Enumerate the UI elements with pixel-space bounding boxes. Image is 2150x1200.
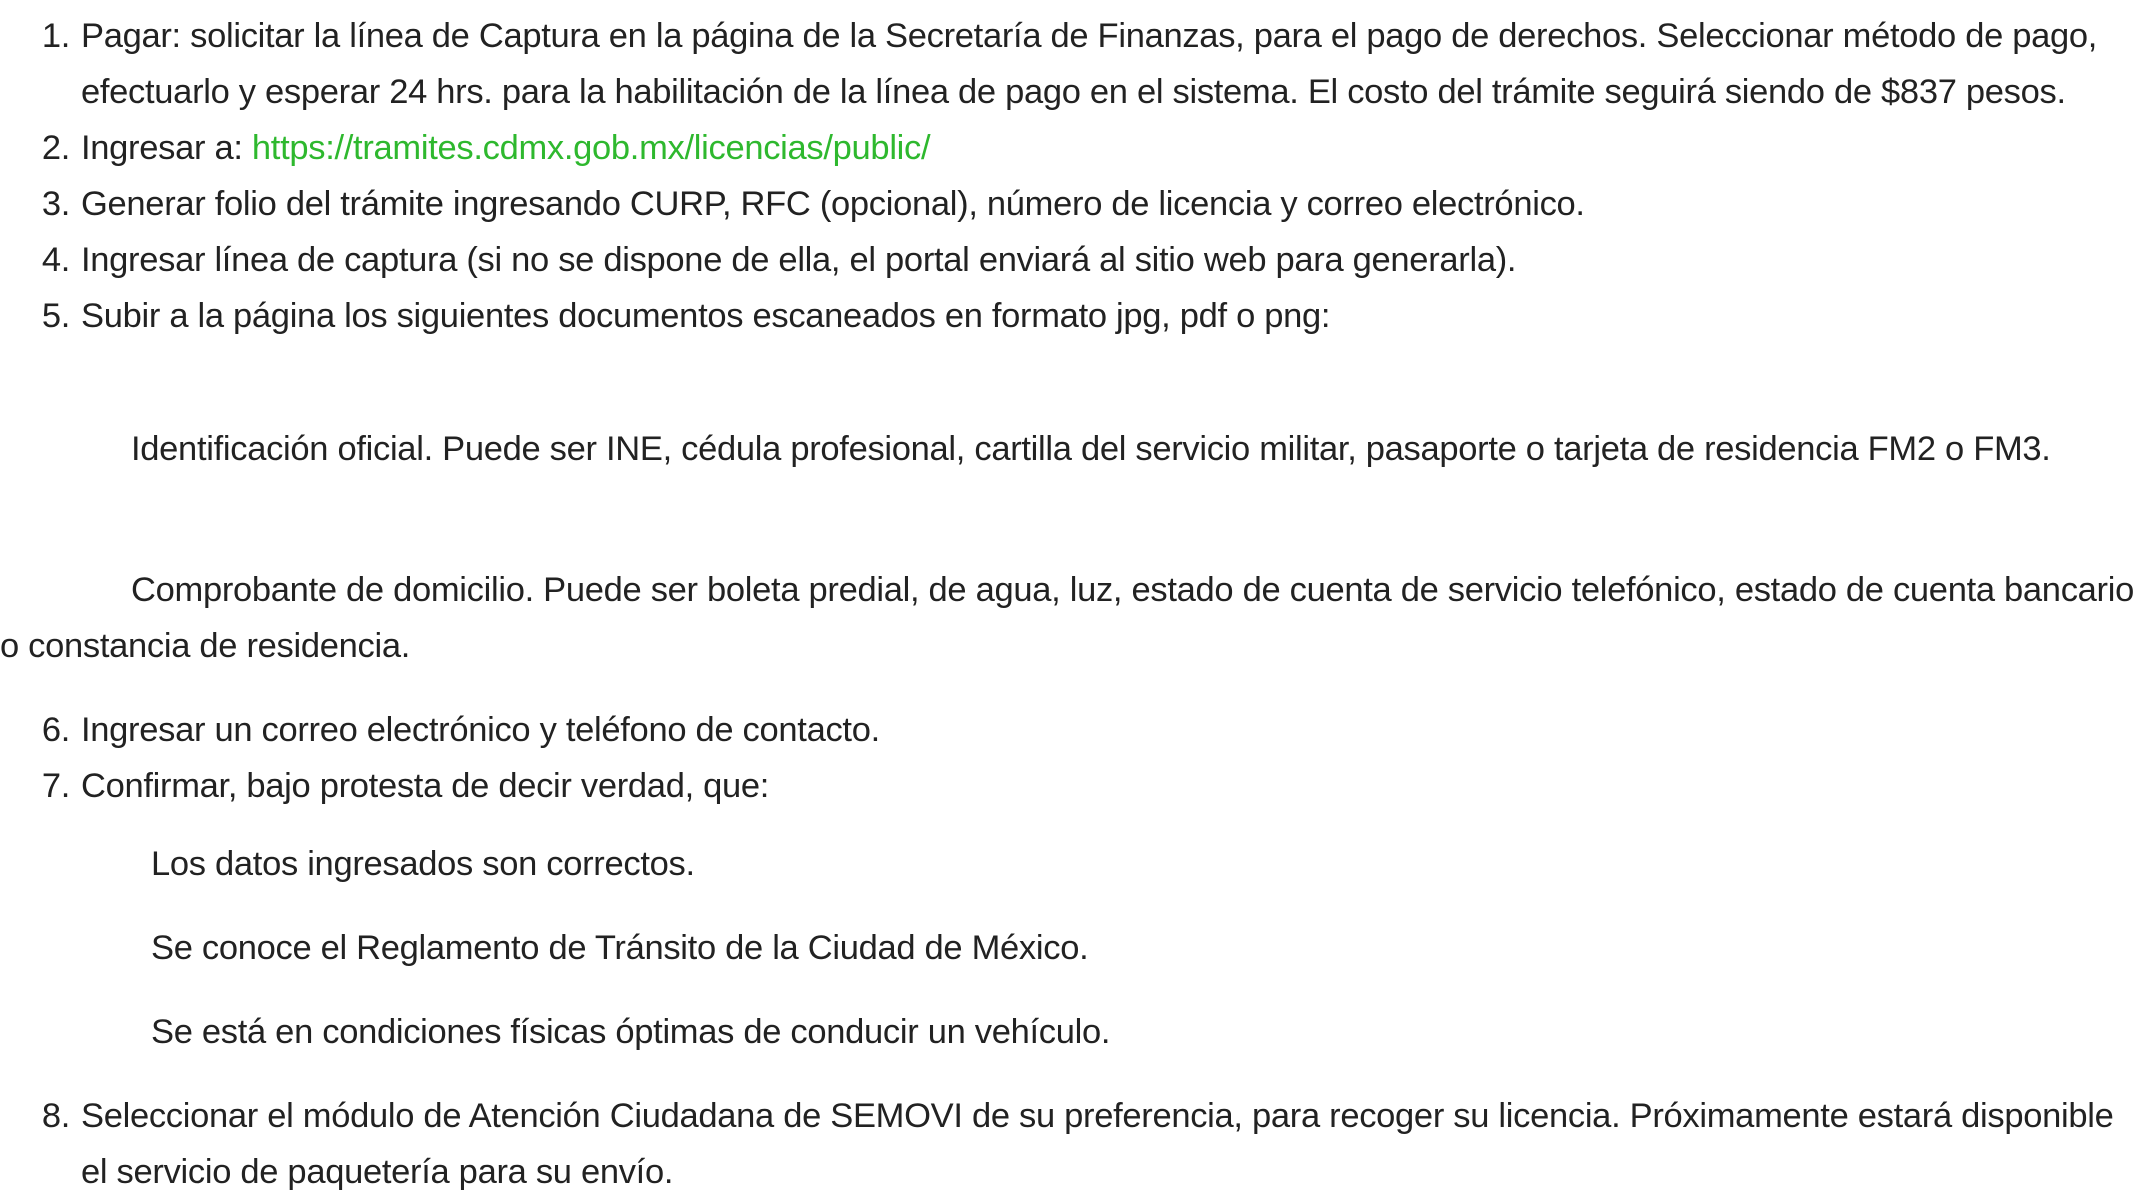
step-text: Subir a la página los siguientes documentos escaneados en formato jpg, pdf o png: (81, 297, 1331, 335)
list-item (0, 232, 2150, 288)
step-text: Ingresar un correo electrónico y teléfono de contacto. (81, 711, 880, 749)
steps-list-8 (0, 1088, 2150, 1200)
step-number: 1. (41, 17, 70, 55)
step-text: Ingresar línea de captura (si no se dispone de ella, el portal enviará al sitio web para generarla). (81, 241, 1517, 279)
steps-list-6-to-7 (0, 702, 2150, 814)
list-item (0, 702, 2150, 758)
step-number: 2. (41, 129, 70, 167)
step-text: Ingresar a: (81, 129, 252, 167)
list-item (0, 1088, 2150, 1200)
confirmation-item: Los datos ingresados son correctos. (151, 845, 695, 883)
document-identification: Identificación oficial. Puede ser INE, cédula profesional, cartilla del servicio militar, pasaporte o tarjeta de residencia FM2 o FM3. (131, 430, 2051, 468)
step-number: 8. (41, 1097, 70, 1135)
steps-list-1-to-5 (0, 8, 2150, 344)
step-number: 7. (41, 767, 70, 805)
list-item (0, 8, 2150, 120)
step-text: Generar folio del trámite ingresando CURP, RFC (opcional), número de licencia y correo electrónico. (81, 185, 1585, 223)
step-number: 6. (41, 711, 70, 749)
list-item (0, 758, 2150, 814)
step-number: 5. (41, 297, 70, 335)
step-text: Confirmar, bajo protesta de decir verdad, que: (81, 767, 770, 805)
list-item (0, 288, 2150, 344)
step-number: 4. (41, 241, 70, 279)
list-item (0, 120, 2150, 176)
step-text: Pagar: solicitar la línea de Captura en la página de la Secretaría de Finanzas, para el pago de derechos. Seleccionar método de pago, efectuarlo y esperar 24 hrs. para la habilitación de la línea de pago en el sistema. El costo del trámite seguirá siendo de $837 pesos. (81, 17, 2098, 111)
document-address-proof: Comprobante de domicilio. Puede ser boleta predial, de agua, luz, estado de cuenta de servicio telefónico, estado de cuenta bancario o constancia de residencia. (0, 571, 2134, 665)
step-text: Seleccionar el módulo de Atención Ciudadana de SEMOVI de su preferencia, para recoger su licencia. Próximamente estará disponible el servicio de paquetería para su envío. (81, 1097, 2114, 1191)
list-item (0, 176, 2150, 232)
step-number: 3. (41, 185, 70, 223)
licencias-portal-link[interactable]: https://tramites.cdmx.gob.mx/licencias/public/ (251, 129, 931, 167)
confirmation-list (0, 836, 2150, 1060)
confirmation-item: Se está en condiciones físicas óptimas de conducir un vehículo. (151, 1013, 1111, 1051)
confirmation-item: Se conoce el Reglamento de Tránsito de la Ciudad de México. (151, 929, 1089, 967)
